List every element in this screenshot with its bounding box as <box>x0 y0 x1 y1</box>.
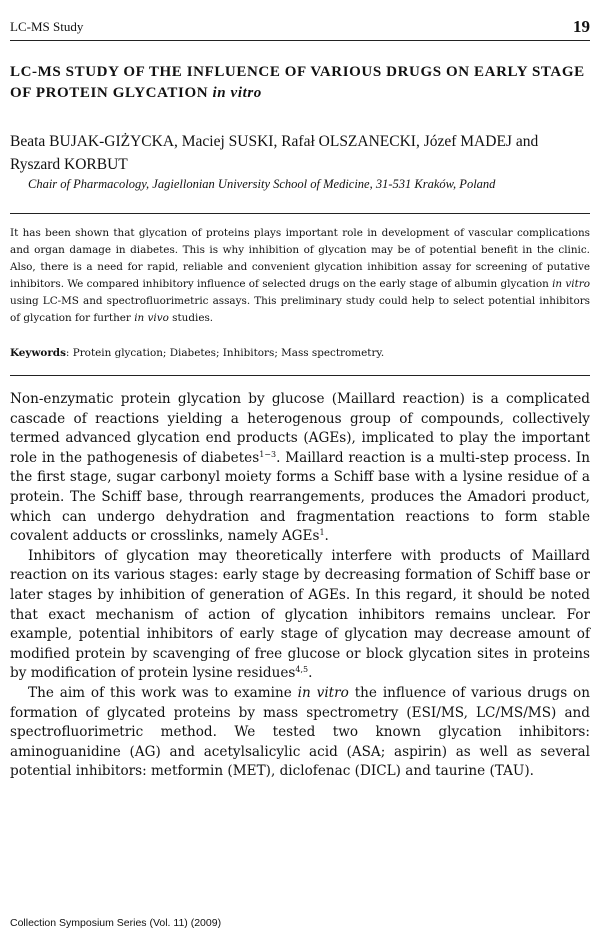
paper-title <box>10 62 590 104</box>
page-footer: Collection Symposium Series (Vol. 11) (2009) <box>10 917 222 929</box>
para1-text-b: . Maillard reaction is a multi-step process. In the first stage, sugar carbonyl moiety forms a Schiff base with a lysine residue of a protein. The Schiff base, through rearrangements, produces the Amadori product, which can undergo dehydration and fragmentation reactions to form stable covalent adducts or crosslinks, namely AGEs <box>10 449 590 545</box>
keywords-label: Keywords <box>10 347 66 359</box>
para2-text-b: . <box>308 665 313 682</box>
title-main: LC-MS STUDY OF THE INFLUENCE OF VARIOUS DRUGS ON EARLY STAGE OF PROTEIN GLYCATION <box>10 64 585 101</box>
abstract-in-vivo: in vivo <box>134 311 169 324</box>
running-header <box>10 14 590 41</box>
main-body <box>10 390 590 782</box>
keywords <box>10 347 590 359</box>
para3-text-a: The aim of this work was to examine <box>28 684 292 701</box>
abstract-bottom-rule <box>10 375 590 376</box>
body-paragraph-3 <box>10 684 590 782</box>
abstract-text-2: using LC-MS and spectrofluorimetric assays. This preliminary study could help to select potential inhibitors of glycation for further <box>10 294 590 324</box>
abstract <box>10 225 590 326</box>
abstract-in-vitro: in vitro <box>552 277 591 290</box>
para2-text-a: Inhibitors of glycation may theoretically interfere with products of Maillard reaction on its various stages: early stage by decreasing formation of Schiff base or later stages by inhibition of generation of AGEs. In this regard, it should be noted that exact mechanism of action of glycation inhibitors remains unclear. For example, potential inhibitors of early stage of glycation may decrease amount of modified protein by scavenging of free glucose or block glycation sites in proteins by modification of protein lysine residues <box>10 547 590 682</box>
abstract-text-1: It has been shown that glycation of proteins plays important role in development of vascular complications and organ damage in diabetes. This is why inhibition of glycation may be of potential benefit in the clinic. Also, there is a need for rapid, reliable and convenient glycation inhibition assay for screening of putative inhibitors. We compared inhibitory influence of selected drugs on the early stage of albumin glycation <box>10 227 590 290</box>
abstract-text-3: studies. <box>172 311 214 324</box>
author-list: Beata BUJAK-GIŻYCKA, Maciej SUSKI, Rafał OLSZANECKI, Józef MADEJ and Ryszard KORBUT <box>10 133 539 173</box>
citation-ref: 4,5 <box>295 665 309 675</box>
para3-text-b: the influence of various drugs on formation of glycated proteins by mass spectrometry (ESI/MS, LC/MS/MS) and spectrofluorimetric method. We tested two known glycation inhibitors: aminoguanidine (AG) and acetylsalicylic acid (ASA; aspirin) as well as several potential inhibitors: metformin (MET), diclofenac (DICL) and taurine (TAU). <box>10 684 590 780</box>
body-paragraph-2 <box>10 547 590 684</box>
citation-ref: 1−3 <box>259 449 277 459</box>
body-paragraph-1 <box>10 390 590 547</box>
para3-in-vitro: in vitro <box>297 684 349 701</box>
para1-text-a: Non-enzymatic protein glycation by glucose (Maillard reaction) is a complicated cascade of reactions yielding a heterogenous group of compounds, collectively termed advanced glycation end products (AGEs), implicated to play the important role in the pathogenesis of diabetes <box>10 391 590 466</box>
title-italic: in vitro <box>212 85 262 101</box>
page-number: 19 <box>573 17 590 36</box>
journal-short-title: LC-MS Study <box>10 19 84 34</box>
citation-ref: 1 <box>319 528 325 538</box>
keywords-text: : Protein glycation; Diabetes; Inhibitors; Mass spectrometry. <box>65 347 385 359</box>
abstract-top-rule <box>10 213 590 214</box>
affiliation: Chair of Pharmacology, Jagiellonian University School of Medicine, 31-531 Kraków, Poland <box>28 177 496 191</box>
para1-text-c: . <box>324 528 329 545</box>
